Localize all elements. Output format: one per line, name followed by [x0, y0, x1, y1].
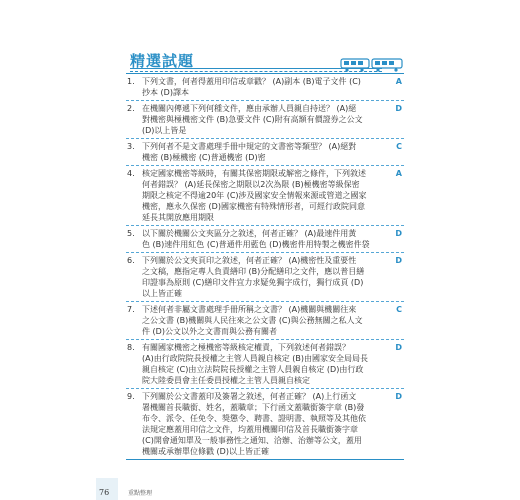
question-number: 9.	[127, 392, 135, 401]
answer-key: C	[396, 305, 402, 314]
question-item	[126, 73, 404, 100]
question-number: 7.	[127, 305, 135, 314]
section-title: 精選試題	[130, 52, 195, 70]
question-text: 有關國家機密之極機密等級核定權責，下列敘述何者錯誤？ (A)由行政院院長授權之主管人員親自核定 (B)由國家安全局局長 親自核定 (C)由立法院院長授權之主管人員親自核定 (D)由行政 院大陸委員會主任委員授權之主管人員親自核定	[142, 343, 368, 385]
question-item	[126, 252, 404, 301]
question-text: 以下關於機關公文夾區分之敘述，何者正確？ (A)最速件用黃 色 (B)速件用紅色 (C)普通件用藍色 (D)機密件用特製之機密件袋	[142, 229, 370, 249]
footer-label: 重點整理	[128, 490, 153, 497]
question-text: 下列關於公文書蓋印及簽署之敘述，何者正確？ (A)上行函文 署機關首長職銜、姓名，蓋職章；下行函文蓋職銜簽字章 (B)發 布令、派令、任免令、獎懲令、聘書、證明書、執照等及其他依 法規定應蓋用印信之文件，均蓋用機關印信及首長職銜簽字章 (C)開會通知單及一般事務性之通知、洽辦、治辦等公文，蓋用 機關或承辦單位條戳 (D)以上皆正確	[142, 392, 366, 456]
question-number: 2.	[127, 104, 135, 113]
answer-key: D	[395, 229, 402, 238]
page-number: 76	[99, 488, 110, 497]
question-text: 下述何者非屬文書處理手冊所稱之文書？ (A)機關與機關往來 之公文書 (B)機關與人民往來之公文書 (C)與公務無關之私人文 件 (D)公文以外之文書而與公務有關者	[142, 305, 363, 336]
question-text: 下列文書，何者得蓋用印信或章戳？ (A)副本 (B)電子文件 (C) 抄本 (D)譯本	[142, 77, 361, 97]
answer-key: A	[395, 169, 402, 178]
question-item	[126, 165, 404, 225]
question-item	[126, 225, 404, 252]
question-text: 在機關內傳遞下列何種文件，應由承辦人員親自持送？ (A)絕 對機密與極機密文件 (B)急要文件 (C)附有高額有價證券之公文 (D)以上皆是	[142, 104, 363, 135]
question-number: 3.	[127, 142, 135, 151]
question-item	[126, 388, 404, 460]
answer-key: D	[395, 256, 402, 265]
question-item	[126, 100, 404, 138]
question-text: 核定國家機密等級時，有關其保密期限或解密之條件，下列敘述 何者錯誤？ (A)延長保密之期限以2次為限 (B)極機密等級保密 期限之核定不得逾20年 (C)涉及國家安全情報來源或管道之國家 機密，應永久保密 (D)國家機密有特殊情形者，可經行政院同意 延長其開放應用期限	[142, 169, 367, 222]
answer-key: C	[396, 142, 402, 151]
question-number: 1.	[127, 77, 135, 86]
question-list	[126, 73, 404, 460]
question-item	[126, 138, 404, 165]
answer-key: D	[395, 392, 402, 401]
question-number: 6.	[127, 256, 135, 265]
question-item	[126, 301, 404, 339]
question-text: 下列關於公文夾頁印之敘述，何者正確？ (A)機密性及重要性 之文稿，應指定專人負責繕印 (B)分配繕印之文件，應以普目繕 印證事為原則 (C)繕印文件宜力求疑免獨字成行，獨行成頁 (D) 以上皆正確	[142, 256, 365, 298]
question-text: 下列何者不是文書處理手冊中規定的文書密等類型？ (A)絕對 機密 (B)極機密 (C)普通機密 (D)密	[142, 142, 357, 162]
answer-key: D	[395, 104, 402, 113]
train-icon	[340, 56, 404, 72]
question-number: 4.	[127, 169, 135, 178]
answer-key: D	[395, 343, 402, 352]
question-item	[126, 339, 404, 388]
answer-key: A	[395, 77, 402, 86]
question-number: 8.	[127, 343, 135, 352]
question-number: 5.	[127, 229, 135, 238]
